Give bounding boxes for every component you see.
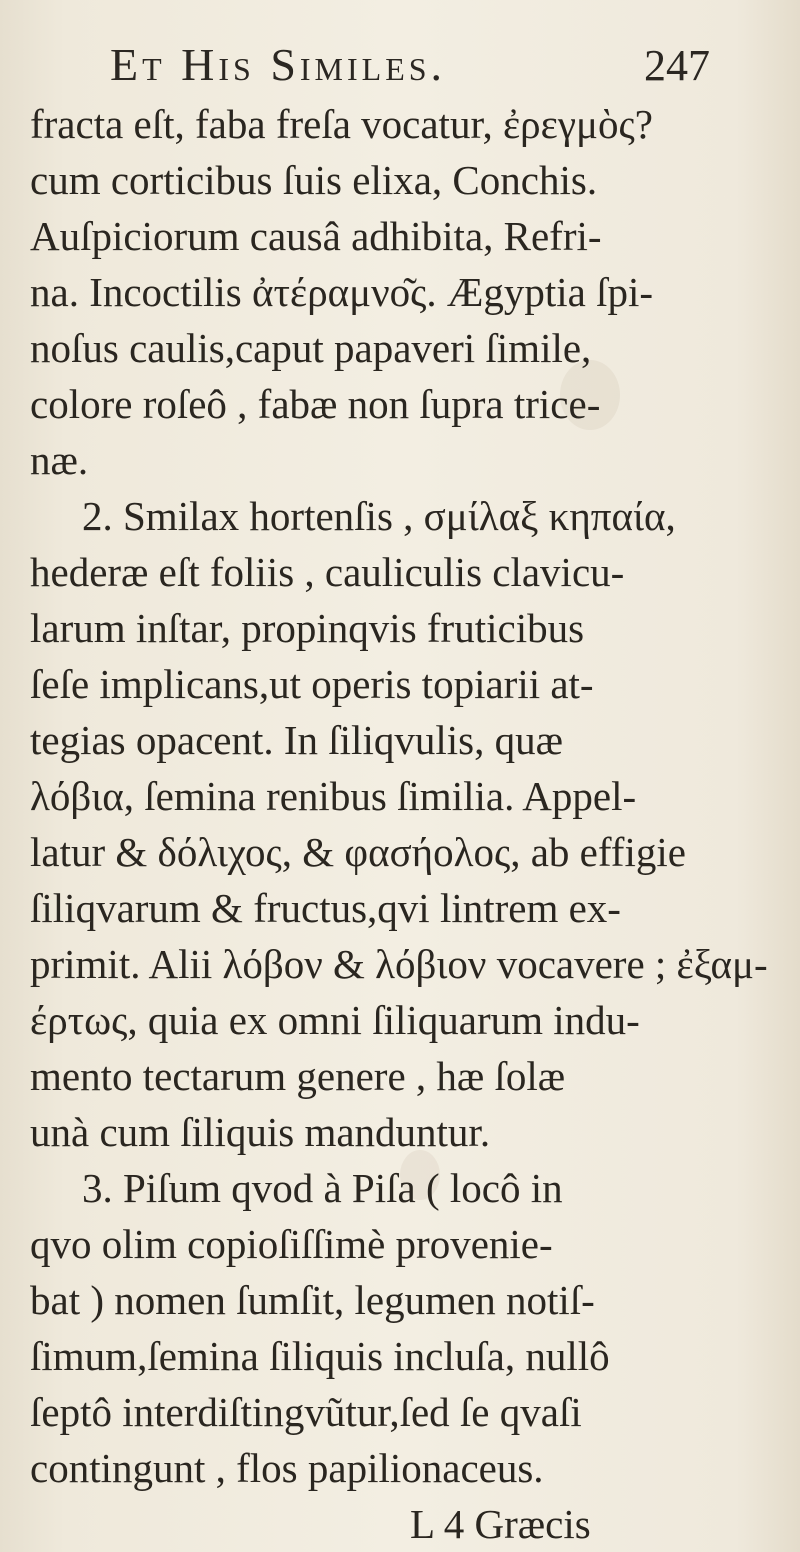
text-line: cum corticibus ſuis elixa, Conchis.	[30, 157, 598, 203]
catchword-line: L 4 Græcis	[410, 1501, 591, 1547]
text-line: primit. Alii λόβον & λόβιον vocavere ; ἐξαμ-	[30, 941, 768, 987]
text-line: λόβια, ſemina renibus ſimilia. Appel-	[30, 773, 637, 819]
text-line: 2. Smilax hortenſis , σμίλαξ κηπαία,	[82, 493, 676, 539]
body-text	[30, 96, 790, 1552]
text-line: qvo olim copioſiſſimè provenie-	[30, 1221, 553, 1267]
text-line: larum inſtar, propinqvis fruticibus	[30, 605, 585, 651]
page-number: 247	[644, 41, 710, 90]
text-line: na. Incoctilis ἀτέραμνο͂ς. Ægyptia ſpi-	[30, 269, 654, 315]
text-line: colore roſeô , fabæ non ſupra trice-	[30, 381, 601, 427]
text-line: ſiliqvarum & fructus,qvi lintrem ex-	[30, 885, 621, 931]
text-line: 3. Piſum qvod à Piſa ( locô in	[82, 1165, 563, 1211]
text-line: hederæ eſt foliis , cauliculis clavicu-	[30, 549, 625, 595]
text-line: ſimum,ſemina ſiliquis incluſa, nullô	[30, 1333, 610, 1379]
text-line: ſeſe implicans,ut operis topiarii at-	[30, 661, 594, 707]
running-header	[110, 38, 710, 98]
text-line: unà cum ſiliquis manduntur.	[30, 1109, 491, 1155]
text-line: ſeptô interdiſtingvũtur,ſed ſe qvaſi	[30, 1389, 582, 1435]
text-line: έρτως, quia ex omni ſiliquarum indu-	[30, 997, 640, 1043]
text-line: latur & δόλιχος, & φασήολος, ab effigie	[30, 829, 686, 875]
text-line: noſus caulis,caput papaveri ſimile,	[30, 325, 592, 371]
text-line: Auſpiciorum causâ adhibita, Refri-	[30, 213, 602, 259]
running-title: Et His Similes.	[110, 39, 447, 90]
text-line: fracta eſt, faba freſa vocatur, ἐρεγμὸς?	[30, 101, 653, 147]
text-line: bat ) nomen ſumſit, legumen notiſ-	[30, 1277, 595, 1323]
text-line: contingunt , flos papilionaceus.	[30, 1445, 544, 1491]
text-line: tegias opacent. In ſiliqvulis, quæ	[30, 717, 563, 763]
text-line: næ.	[30, 437, 89, 483]
text-line: mento tectarum genere , hæ ſolæ	[30, 1053, 566, 1099]
